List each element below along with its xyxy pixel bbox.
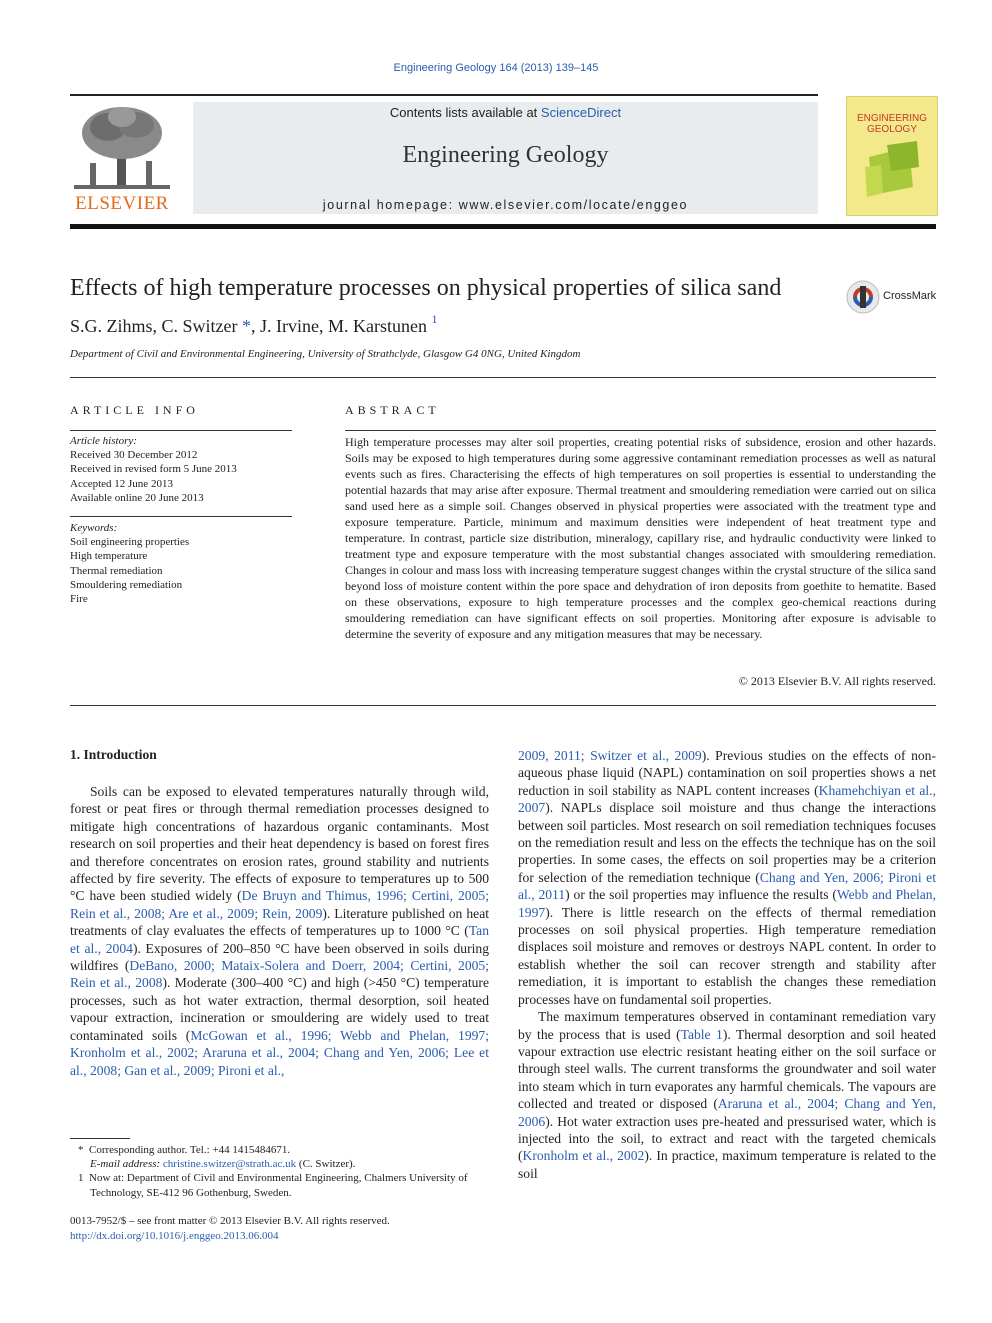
footnote-email <box>70 1157 489 1171</box>
affiliation: Department of Civil and Environmental Engineering, University of Strathclyde, Glasgow G4 0NG, United Kingdom <box>70 348 581 360</box>
citation-link[interactable]: McGowan et al., 1996; Webb and Phelan, 1997; Kronholm et al., 2002; Araruna et al., 2004; Chang and Yen, 2006; Lee et al., 2008; Gan et al., 2009; Pironi et al., <box>70 1027 489 1078</box>
email-link[interactable]: christine.switzer@strath.ac.uk <box>162 1158 297 1171</box>
footnote-rule <box>70 1138 130 1139</box>
header-top-rule <box>70 94 818 96</box>
paragraph <box>70 783 489 1079</box>
keyword-item: Soil engineering properties <box>70 536 190 549</box>
citation-link[interactable]: DeBano, 2000; Mataix-Solera and Doerr, 2004; Certini, 2005; Rein et al., 2008 <box>70 958 489 991</box>
body-text: ). Literature published on heat treatments of clay evaluates the effects of temperatures up to 1000 °C ( <box>70 905 489 939</box>
crossmark-label: CrossMark <box>883 290 937 302</box>
front-matter <box>70 1214 390 1243</box>
homepage-prefix: journal homepage: <box>322 198 459 212</box>
body-text: Soils can be exposed to elevated temperatures naturally through wild, forest or peat fires or through thermal remediation processes designed to mitigate high concentrations of hazardous organic contaminants. Most research on soil properties and their heat dependency is based on forest fires and therefore concentrates on erosion rates, ground stability and nutrients affected by fire severity. The effects of exposure to temperatures up to 500 °C have been studied widely ( <box>70 784 489 904</box>
cover-title-line-2: GEOLOGY <box>866 124 917 135</box>
elsevier-tree-icon <box>70 103 174 191</box>
table-link[interactable]: Table 1 <box>680 1026 723 1042</box>
cover-image-icon <box>847 97 937 215</box>
body-text: ). Exposures of 200–850 °C have been observed in soils during wildfires ( <box>70 940 489 974</box>
elsevier-logo <box>70 103 174 215</box>
history-label: Article history: <box>70 435 137 447</box>
keyword-item: Thermal remediation <box>70 564 163 577</box>
keyword-item: Smouldering remediation <box>70 578 183 591</box>
authors-part-1: S.G. Zihms, C. Switzer <box>70 316 243 336</box>
footnote-now-at <box>70 1171 489 1199</box>
body-column-left <box>70 783 489 1079</box>
body-text: ). NAPLs displace soil moisture and thus change the interactions between soil particles. Most research on soil remediation techniques focuses on the remediation result and less on the effects the technique has on the soil properties. In some cases, the effects on soil properties may be a criterion for selection of the remediation technique ( <box>518 800 936 885</box>
abstract-copyright: © 2013 Elsevier B.V. All rights reserved. <box>738 674 936 688</box>
sciencedirect-link[interactable]: ScienceDirect <box>540 105 622 120</box>
paragraph <box>518 747 936 1008</box>
footnote-corresponding <box>70 1143 489 1157</box>
journal-reference-link[interactable]: Engineering Geology 164 (2013) 139–145 <box>393 62 599 74</box>
journal-homepage <box>193 198 818 212</box>
abstract-bottom-rule <box>70 705 936 706</box>
body-text: ). Moderate (300–400 °C) and high (>450 °C) temperature processes, such as hot water extraction, thermal desorption, soil heated vapour extraction, incineration or smouldering are widely used to treat contaminated soils ( <box>70 975 489 1043</box>
body-text: ). Previous studies on the effects of non-aqueous phase liquid (NAPL) contamination on soil properties shows a net reduction in soil stability as NAPL content increases ( <box>518 748 936 798</box>
section-heading-introduction: 1. Introduction <box>70 747 157 762</box>
article-info-rule <box>70 430 292 431</box>
homepage-url-link[interactable]: www.elsevier.com/locate/enggeo <box>458 198 689 212</box>
email-suffix: (C. Switzer). <box>296 1158 356 1171</box>
title-bottom-rule <box>70 377 936 378</box>
elsevier-wordmark: ELSEVIER <box>75 193 169 214</box>
author-list <box>70 312 438 337</box>
doi-link[interactable]: http://dx.doi.org/10.1016/j.enggeo.2013.06.004 <box>70 1229 279 1242</box>
journal-title: Engineering Geology <box>402 142 609 168</box>
footnote-text: Now at: Department of Civil and Environmental Engineering, Chalmers University of Technology, SE-412 96 Gothenburg, Sweden. <box>89 1172 468 1199</box>
body-text: ). Thermal desorption and soil heated vapour extraction use electric resistant heating either on the soil surface or through steel walls. The current transforms the groundwater and soil water into steam which in turn evaporates any harmful chemicals. The vapours are collected and treated or disposed ( <box>518 1026 936 1112</box>
footnote-mark: 1 <box>78 1172 84 1185</box>
contents-prefix: Contents lists available at <box>389 105 541 120</box>
email-label: E-mail address: <box>90 1158 163 1171</box>
front-matter-text: 0013-7952/$ – see front matter © 2013 Elsevier B.V. All rights reserved. <box>70 1215 390 1227</box>
citation-link[interactable]: 2009, 2011; Switzer et al., 2009 <box>518 748 702 763</box>
history-item: Received in revised form 5 June 2013 <box>70 463 237 476</box>
citation-link[interactable]: Araruna et al., 2004; Chang and Yen, 2006 <box>518 1096 936 1129</box>
authors-part-2: , J. Irvine, M. Karstunen <box>251 316 432 336</box>
crossmark-icon <box>846 280 880 314</box>
body-text: ) or the soil properties may influence the results ( <box>565 887 837 903</box>
article-info-heading: ARTICLE INFO <box>70 403 199 417</box>
author-footnote-mark[interactable]: 1 <box>431 312 438 326</box>
footnotes <box>70 1143 489 1200</box>
article-title: Effects of high temperature processes on physical properties of silica sand <box>70 275 782 301</box>
abstract-text: High temperature processes may alter soil properties, creating potential risks of subsidence, erosion and other hazards. Soils may be exposed to high temperatures during some aggressive contaminant remediation processes as well as natural events such as fires. Characterising the effects of high temperatures on soil properties is essential to understanding the potential hazards that may arise after exposure. Thermal treatment and smouldering remediation were carried out on silica sand used here as a simple soil. Changes observed in physical properties were associated with the treatment type and exposure temperature. Particle, minimum and maximum densities were independent of heat treatment type and temperature. In contrast, particle size distribution, mineralogy, capillary rise, and hydraulic conductivity were linked to treatment type and exposure temperature with the most substantial changes associated with smouldering remediation. Changes in colour and mass loss with increasing temperature suggest changes within the crystal structure of the silica sand beyond loss of moisture content within the pore space and dehydration of iron deposits from goethite to hematite. Based on these observations, exposure to high temperature processes and the complex geo-chemical reactions during smouldering remediation can have significant effects on soil properties. Monitoring after exposure is advisable to determine the severity of exposure and any mitigation measures that may be necessary. <box>345 435 936 641</box>
history-item: Available online 20 June 2013 <box>70 491 204 504</box>
footnote-text: Corresponding author. Tel.: +44 1415484671. <box>89 1144 291 1156</box>
header-thick-rule <box>70 224 936 229</box>
article-history <box>70 434 237 505</box>
history-item: Received 30 December 2012 <box>70 449 198 462</box>
citation-link[interactable]: Tan et al., 2004 <box>70 923 489 956</box>
body-text: The maximum temperatures observed in contaminant remediation vary by the process that is used ( <box>518 1009 936 1042</box>
history-item: Accepted 12 June 2013 <box>70 477 173 490</box>
paragraph <box>518 1008 936 1182</box>
citation-link[interactable]: Khamehchiyan et al., 2007 <box>518 782 936 816</box>
keywords-label: Keywords: <box>70 522 118 534</box>
contents-line <box>193 105 818 120</box>
keyword-item: High temperature <box>70 550 148 563</box>
abstract-heading: ABSTRACT <box>345 403 440 417</box>
citation-link[interactable]: Webb and Phelan, 1997 <box>518 887 936 920</box>
journal-cover-thumbnail[interactable] <box>846 96 938 216</box>
corresponding-author-mark[interactable]: * <box>242 316 252 336</box>
body-column-right <box>518 747 936 1182</box>
body-text: ). In practice, maximum temperature is related to the soil <box>518 1148 936 1181</box>
body-text: ). There is little research on the effects of thermal remediation processes on soil physical properties. High temperature remediation displaces soil moisture and removes or destroys NAPL content. In order to establish whether the soil can recover strength and stability after remediation, it is important to establish the changes these remediation processes have on fundamental soil properties. <box>518 904 936 1007</box>
citation-link[interactable]: Chang and Yen, 2006; Pironi et al., 2011 <box>518 869 936 903</box>
abstract-rule <box>345 430 936 431</box>
citation-link[interactable]: De Bruyn and Thimus, 1996; Certini, 2005; Rein et al., 2008; Are et al., 2009; Rein, 2009 <box>70 888 489 921</box>
crossmark-badge[interactable] <box>846 280 942 316</box>
keywords-rule <box>70 516 292 517</box>
keywords <box>70 521 189 606</box>
keyword-item: Fire <box>70 593 88 606</box>
body-text: ). Hot water extraction uses pre-heated and pressurised water, which is injected into the soil, to extract and react with the targeted chemicals ( <box>518 1113 936 1164</box>
footnote-mark: * <box>78 1144 84 1156</box>
cover-title-line-1: ENGINEERING <box>856 113 927 124</box>
citation-link[interactable]: Kronholm et al., 2002 <box>522 1148 645 1164</box>
